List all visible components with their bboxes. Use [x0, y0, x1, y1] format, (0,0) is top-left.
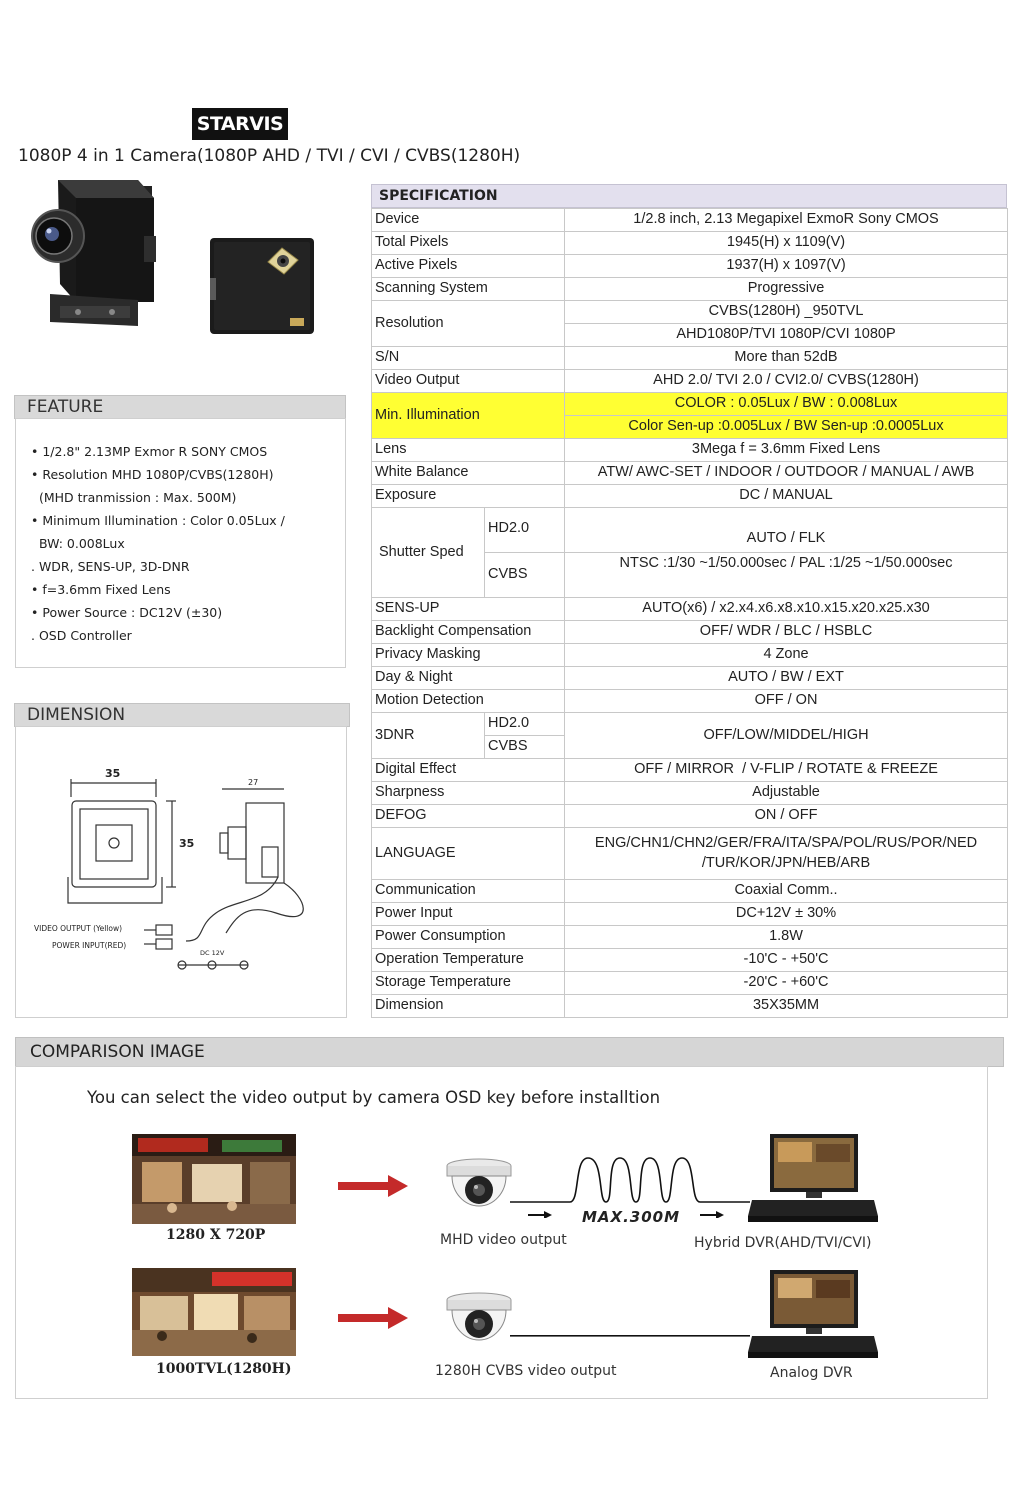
spec-row	[372, 880, 1008, 903]
spec-value: Progressive	[565, 278, 1008, 301]
feature-item: • 1/2.8" 2.13MP Exmor R SONY CMOS	[31, 444, 268, 459]
spec-label: Digital Effect	[372, 759, 565, 782]
spec-label: Backlight Compensation	[372, 621, 565, 644]
spec-label: Sharpness	[372, 782, 565, 805]
spec-label: Dimension	[372, 995, 565, 1018]
store-photo-1000tvl	[132, 1268, 296, 1356]
spec-label: Exposure	[372, 485, 565, 508]
spec-label: Active Pixels	[372, 255, 565, 278]
spec-label: Resolution	[372, 301, 565, 347]
dome-camera-cvbs	[444, 1292, 514, 1358]
spec-row	[372, 690, 1008, 713]
spec-row	[372, 782, 1008, 805]
spec-sub-label: CVBS	[485, 553, 565, 598]
dimension-panel	[15, 726, 347, 1018]
spec-row	[372, 644, 1008, 667]
spec-row	[372, 485, 1008, 508]
video-output-label: VIDEO OUTPUT (Yellow)	[34, 924, 123, 933]
spec-value: -20'C - +60'C	[565, 972, 1008, 995]
spec-value: 1945(H) x 1109(V)	[565, 232, 1008, 255]
feature-item: (MHD tranmission : Max. 500M)	[31, 490, 237, 505]
spec-label: Scanning System	[372, 278, 565, 301]
spec-value: Color Sen-up :0.005Lux / BW Sen-up :0.0005Lux	[565, 416, 1008, 439]
feature-item: . WDR, SENS-UP, 3D-DNR	[31, 559, 190, 574]
spec-value: ON / OFF	[565, 805, 1008, 828]
starvis-logo: STARVIS	[192, 108, 288, 140]
spec-value: DC+12V ± 30%	[565, 903, 1008, 926]
dimension-width-label: 35	[105, 767, 121, 780]
feature-panel	[15, 418, 346, 668]
spec-label: S/N	[372, 347, 565, 370]
feature-item: BW: 0.008Lux	[31, 536, 125, 551]
spec-label: White Balance	[372, 462, 565, 485]
spec-value: AUTO(x6) / x2.x4.x6.x8.x10.x15.x20.x25.x30	[565, 598, 1008, 621]
spec-value: OFF / MIRROR / V-FLIP / ROTATE & FREEZE	[565, 759, 1008, 782]
distance-label: MAX.300M	[582, 1208, 681, 1226]
dimension-height-label: 35	[179, 837, 195, 850]
spec-row	[372, 759, 1008, 782]
spec-label: LANGUAGE	[372, 828, 565, 880]
spec-row	[372, 232, 1008, 255]
spec-label: Min. Illumination	[372, 393, 565, 439]
comparison-heading: COMPARISON IMAGE	[15, 1037, 1004, 1067]
spec-label: Day & Night	[372, 667, 565, 690]
spec-value: OFF / ON	[565, 690, 1008, 713]
spec-label: Total Pixels	[372, 232, 565, 255]
spec-row	[372, 713, 1008, 736]
spec-label: Operation Temperature	[372, 949, 565, 972]
spec-label: Power Input	[372, 903, 565, 926]
spec-value: AUTO / BW / EXT	[565, 667, 1008, 690]
spec-row	[372, 805, 1008, 828]
dc-label: DC 12V	[200, 949, 225, 957]
spec-sub-label: HD2.0	[485, 713, 565, 736]
spec-value: NTSC :1/30 ~1/50.000sec / PAL :1/25 ~1/50.000sec	[565, 553, 1008, 598]
spec-row	[372, 995, 1008, 1018]
store-photo-720p	[132, 1134, 296, 1224]
spec-label: DEFOG	[372, 805, 565, 828]
spec-row	[372, 301, 1008, 324]
spec-value: AUTO / FLK	[565, 508, 1008, 553]
feature-item: • Power Source : DC12V (±30)	[31, 605, 223, 620]
spec-row-highlight	[372, 393, 1008, 416]
page-title: 1080P 4 in 1 Camera(1080P AHD / TVI / CVI / CVBS(1280H)	[18, 146, 521, 166]
spec-value: 1937(H) x 1097(V)	[565, 255, 1008, 278]
dvr-monitor-analog	[748, 1268, 878, 1360]
spec-row	[372, 370, 1008, 393]
feature-item: • Resolution MHD 1080P/CVBS(1280H)	[31, 467, 274, 482]
spec-row	[372, 621, 1008, 644]
spec-value: DC / MANUAL	[565, 485, 1008, 508]
spec-row	[372, 949, 1008, 972]
spec-value: ATW/ AWC-SET / INDOOR / OUTDOOR / MANUAL / AWB	[565, 462, 1008, 485]
spec-row	[372, 508, 1008, 553]
spec-row	[372, 278, 1008, 301]
spec-sub-label: HD2.0	[485, 508, 565, 553]
spec-row	[372, 209, 1008, 232]
spec-value: 1/2.8 inch, 2.13 Megapixel ExmoR Sony CMOS	[565, 209, 1008, 232]
spec-row	[372, 347, 1008, 370]
spec-sub-label: CVBS	[485, 736, 565, 759]
spec-label: Shutter Sped	[372, 508, 485, 598]
spec-value: 3Mega f = 3.6mm Fixed Lens	[565, 439, 1008, 462]
cvbs-output-label: 1280H CVBS video output	[435, 1363, 617, 1379]
feature-list	[31, 440, 285, 647]
red-arrow-icon	[338, 1175, 408, 1197]
caption-1000tvl: 1000TVL(1280H)	[156, 1361, 292, 1377]
spec-row	[372, 255, 1008, 278]
camera-front-photo	[20, 176, 160, 336]
spec-value: CVBS(1280H) _950TVL	[565, 301, 1008, 324]
spec-value: -10'C - +50'C	[565, 949, 1008, 972]
cable-line-icon	[510, 1334, 750, 1338]
feature-heading: FEATURE	[14, 395, 346, 419]
spec-row	[372, 667, 1008, 690]
spec-value: AHD1080P/TVI 1080P/CVI 1080P	[565, 324, 1008, 347]
spec-label: Video Output	[372, 370, 565, 393]
power-input-label: POWER INPUT(RED)	[52, 941, 127, 950]
spec-value: 4 Zone	[565, 644, 1008, 667]
spec-row	[372, 903, 1008, 926]
spec-value: More than 52dB	[565, 347, 1008, 370]
spec-label: Power Consumption	[372, 926, 565, 949]
caption-720p: 1280 X 720P	[166, 1227, 266, 1243]
spec-row	[372, 462, 1008, 485]
spec-value: AHD 2.0/ TVI 2.0 / CVI2.0/ CVBS(1280H)	[565, 370, 1008, 393]
spec-label: Motion Detection	[372, 690, 565, 713]
spec-label: Device	[372, 209, 565, 232]
spec-row	[372, 828, 1008, 880]
dimension-drawing	[16, 727, 346, 1017]
dome-camera-mhd	[444, 1158, 514, 1224]
analog-dvr-label: Analog DVR	[770, 1365, 853, 1381]
spec-table	[371, 208, 1008, 1018]
feature-item: . OSD Controller	[31, 628, 132, 643]
spec-label: Storage Temperature	[372, 972, 565, 995]
spec-row	[372, 972, 1008, 995]
feature-item: • Minimum Illumination : Color 0.05Lux /	[31, 513, 285, 528]
spec-value	[565, 828, 1008, 880]
dimension-depth-label: 27	[248, 778, 259, 787]
spec-value: OFF/ WDR / BLC / HSBLC	[565, 621, 1008, 644]
dimension-heading: DIMENSION	[14, 703, 350, 727]
spec-label: 3DNR	[372, 713, 485, 759]
spec-value: COLOR : 0.05Lux / BW : 0.008Lux	[565, 393, 1008, 416]
comparison-subtitle: You can select the video output by camera OSD key before installtion	[87, 1088, 661, 1107]
mhd-output-label: MHD video output	[440, 1232, 567, 1248]
spec-row	[372, 439, 1008, 462]
spec-label: Privacy Masking	[372, 644, 565, 667]
spec-row	[372, 598, 1008, 621]
spec-heading: SPECIFICATION	[371, 184, 1007, 208]
spec-value: Adjustable	[565, 782, 1008, 805]
spec-value: 35X35MM	[565, 995, 1008, 1018]
dvr-monitor-hybrid	[748, 1132, 878, 1224]
hybrid-dvr-label: Hybrid DVR(AHD/TVI/CVI)	[694, 1235, 872, 1251]
camera-back-photo	[208, 234, 318, 336]
spec-label: Communication	[372, 880, 565, 903]
spec-value: 1.8W	[565, 926, 1008, 949]
spec-label: SENS-UP	[372, 598, 565, 621]
spec-value: Coaxial Comm..	[565, 880, 1008, 903]
spec-value: OFF/LOW/MIDDEL/HIGH	[565, 713, 1008, 759]
spec-row	[372, 926, 1008, 949]
spec-label: Lens	[372, 439, 565, 462]
language-line-2: /TUR/KOR/JPN/HEB/ARB	[701, 854, 871, 871]
language-line-1: ENG/CHN1/CHN2/GER/FRA/ITA/SPA/POL/RUS/POR/NED	[594, 835, 978, 852]
feature-item: • f=3.6mm Fixed Lens	[31, 582, 171, 597]
red-arrow-icon	[338, 1307, 408, 1329]
